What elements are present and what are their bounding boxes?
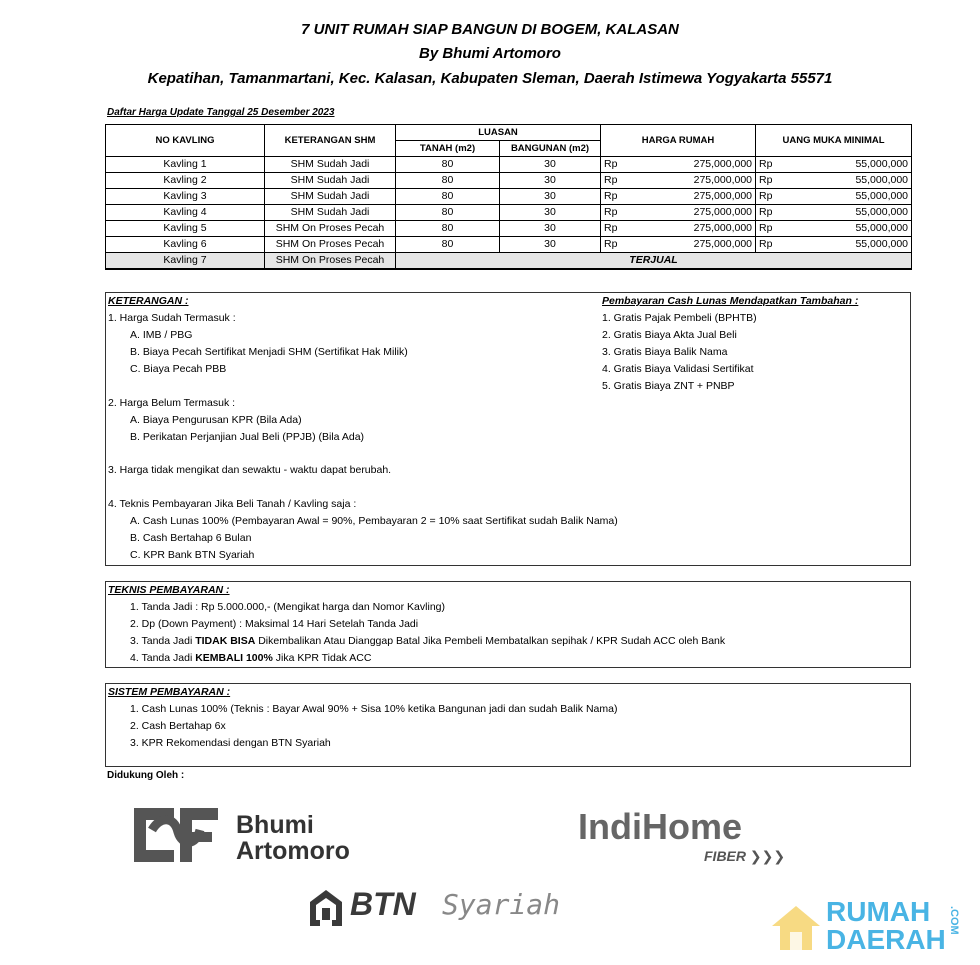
keterangan-box (105, 292, 911, 566)
dp-cell: 55,000,000 (778, 237, 912, 253)
table-row (106, 237, 912, 253)
table-row (106, 205, 912, 221)
keterangan-item: 4. Teknis Pembayaran Jika Beli Tanah / Kavling saja : (108, 498, 357, 510)
teknis-bold: KEMBALI 100% (195, 652, 273, 664)
keterangan-subitem: B. Biaya Pecah Sertifikat Menjadi SHM (Sertifikat Hak Milik) (130, 346, 408, 358)
header-uang-muka: UANG MUKA MINIMAL (756, 125, 912, 157)
keterangan-subitem: C. KPR Bank BTN Syariah (130, 549, 255, 561)
price-list-caption: Daftar Harga Update Tanggal 25 Desember 2023 (107, 107, 335, 118)
indihome-logo (578, 806, 798, 868)
watermark-com: .COM (948, 906, 960, 935)
bhumi-name-line1: Bhumi (236, 811, 314, 839)
kavling-cell: Kavling 1 (106, 157, 265, 173)
bonus-item: 2. Gratis Biaya Akta Jual Beli (602, 329, 737, 341)
teknis-text: 3. Tanda Jadi (130, 635, 196, 647)
teknis-text: Jika KPR Tidak ACC (272, 652, 372, 664)
bangunan-cell: 30 (500, 157, 601, 173)
currency-cell: Rp (601, 157, 623, 173)
tanah-cell: 80 (396, 221, 500, 237)
watermark-line1: RUMAH (826, 896, 931, 927)
harga-cell: 275,000,000 (623, 173, 756, 189)
currency-cell: Rp (756, 173, 778, 189)
tanah-cell: 80 (396, 173, 500, 189)
currency-cell: Rp (756, 221, 778, 237)
bangunan-cell: 30 (500, 205, 601, 221)
header-no-kavling: NO KAVLING (106, 125, 265, 157)
header-tanah: TANAH (m2) (396, 141, 500, 157)
teknis-text: 4. Tanda Jadi (130, 652, 196, 664)
teknis-item: 1. Tanda Jadi : Rp 5.000.000,- (Mengikat harga dan Nomor Kavling) (130, 601, 445, 613)
house-icon (770, 902, 822, 954)
table-row (106, 157, 912, 173)
sistem-item: 1. Cash Lunas 100% (Teknis : Bayar Awal 90% + Sisa 10% ketika Bangunan jadi dan sudah Balik Nama) (130, 703, 618, 715)
bangunan-cell: 30 (500, 237, 601, 253)
shm-cell: SHM Sudah Jadi (265, 205, 396, 221)
dp-cell: 55,000,000 (778, 157, 912, 173)
teknis-bold: TIDAK BISA (195, 635, 256, 647)
header-bangunan: BANGUNAN (m2) (500, 141, 601, 157)
bonus-title: Pembayaran Cash Lunas Mendapatkan Tambahan : (602, 295, 859, 307)
keterangan-item: 2. Harga Belum Termasuk : (108, 397, 236, 409)
btn-syariah-logo (308, 886, 563, 938)
currency-cell: Rp (601, 221, 623, 237)
bonus-item: 1. Gratis Pajak Pembeli (BPHTB) (602, 312, 757, 324)
shm-cell: SHM Sudah Jadi (265, 157, 396, 173)
harga-cell: 275,000,000 (623, 205, 756, 221)
tanah-cell: 80 (396, 237, 500, 253)
harga-cell: 275,000,000 (623, 189, 756, 205)
indihome-fiber-text: FIBER (704, 848, 746, 864)
teknis-box (105, 581, 911, 668)
keterangan-subitem: A. Cash Lunas 100% (Pembayaran Awal = 90%, Pembayaran 2 = 10% saat Sertifikat sudah Balik Nama) (130, 515, 618, 527)
keterangan-item: 1. Harga Sudah Termasuk : (108, 312, 236, 324)
shm-cell: SHM On Proses Pecah (265, 237, 396, 253)
kavling-cell: Kavling 2 (106, 173, 265, 189)
shm-cell: SHM On Proses Pecah (265, 221, 396, 237)
tanah-cell: 80 (396, 157, 500, 173)
price-table (105, 124, 912, 270)
keterangan-title: KETERANGAN : (108, 295, 189, 307)
support-label: Didukung Oleh : (107, 770, 185, 781)
sistem-box (105, 683, 911, 767)
bhumi-logo-icon (132, 800, 222, 868)
bangunan-cell: 30 (500, 221, 601, 237)
currency-cell: Rp (601, 173, 623, 189)
shm-cell: SHM Sudah Jadi (265, 189, 396, 205)
kavling-cell: Kavling 6 (106, 237, 265, 253)
header-luasan: LUASAN (396, 125, 601, 141)
keterangan-subitem: B. Cash Bertahap 6 Bulan (130, 532, 252, 544)
harga-cell: 275,000,000 (623, 237, 756, 253)
address: Kepatihan, Tamanmartani, Kec. Kalasan, Kabupaten Sleman, Daerah Istimewa Yogyakarta 55571 (147, 70, 833, 87)
currency-cell: Rp (756, 237, 778, 253)
sold-status: TERJUAL (396, 253, 912, 270)
bhumi-artomoro-logo (132, 800, 392, 870)
shm-cell: SHM Sudah Jadi (265, 173, 396, 189)
harga-cell: 275,000,000 (623, 157, 756, 173)
bhumi-name-line2: Artomoro (236, 837, 350, 865)
bangunan-cell: 30 (500, 173, 601, 189)
dp-cell: 55,000,000 (778, 205, 912, 221)
bonus-item: 4. Gratis Biaya Validasi Sertifikat (602, 363, 754, 375)
bonus-item: 5. Gratis Biaya ZNT + PNBP (602, 380, 735, 392)
dp-cell: 55,000,000 (778, 221, 912, 237)
kavling-cell: Kavling 3 (106, 189, 265, 205)
page-title: 7 UNIT RUMAH SIAP BANGUN DI BOGEM, KALASAN (301, 21, 679, 38)
currency-cell: Rp (756, 157, 778, 173)
teknis-text: Dikembalikan Atau Dianggap Batal Jika Pembeli Membatalkan sepihak / KPR Sudah ACC oleh Bank (255, 635, 726, 647)
rumahdaerah-watermark (770, 898, 970, 960)
currency-cell: Rp (756, 189, 778, 205)
currency-cell: Rp (601, 189, 623, 205)
chevrons-icon: ❯❯❯ (746, 848, 786, 864)
sistem-title: SISTEM PEMBAYARAN : (108, 686, 231, 698)
keterangan-subitem: A. IMB / PBG (130, 329, 193, 341)
teknis-item: 2. Dp (Down Payment) : Maksimal 14 Hari Setelah Tanda Jadi (130, 618, 419, 630)
teknis-item (130, 635, 725, 647)
watermark-line2: DAERAH (826, 924, 946, 955)
bangunan-cell: 30 (500, 189, 601, 205)
currency-cell: Rp (601, 205, 623, 221)
kavling-cell: Kavling 7 (106, 253, 265, 270)
kavling-cell: Kavling 4 (106, 205, 265, 221)
table-row (106, 189, 912, 205)
table-row (106, 221, 912, 237)
dp-cell: 55,000,000 (778, 189, 912, 205)
table-row (106, 173, 912, 189)
teknis-title: TEKNIS PEMBAYARAN : (108, 584, 230, 596)
harga-cell: 275,000,000 (623, 221, 756, 237)
btn-wordmark: BTN (350, 886, 416, 922)
tanah-cell: 80 (396, 205, 500, 221)
dp-cell: 55,000,000 (778, 173, 912, 189)
indihome-fiber (704, 848, 785, 865)
sistem-item: 3. KPR Rekomendasi dengan BTN Syariah (130, 737, 331, 749)
tanah-cell: 80 (396, 189, 500, 205)
header-keterangan-shm: KETERANGAN SHM (265, 125, 396, 157)
header-harga-rumah: HARGA RUMAH (601, 125, 756, 157)
teknis-item (130, 652, 371, 664)
bonus-item: 3. Gratis Biaya Balik Nama (602, 346, 728, 358)
indihome-wordmark: IndiHome (578, 806, 743, 847)
kavling-cell: Kavling 5 (106, 221, 265, 237)
shm-cell: SHM On Proses Pecah (265, 253, 396, 270)
sistem-item: 2. Cash Bertahap 6x (130, 720, 226, 732)
currency-cell: Rp (601, 237, 623, 253)
table-row-sold (106, 253, 912, 270)
btn-syariah-text: Syariah (442, 888, 561, 921)
developer-name: By Bhumi Artomoro (419, 45, 561, 62)
currency-cell: Rp (756, 205, 778, 221)
keterangan-subitem: A. Biaya Pengurusan KPR (Bila Ada) (130, 414, 302, 426)
btn-house-icon (308, 888, 344, 928)
keterangan-subitem: B. Perikatan Perjanjian Jual Beli (PPJB) (Bila Ada) (130, 431, 365, 443)
keterangan-item: 3. Harga tidak mengikat dan sewaktu - waktu dapat berubah. (108, 464, 392, 476)
keterangan-subitem: C. Biaya Pecah PBB (130, 363, 227, 375)
